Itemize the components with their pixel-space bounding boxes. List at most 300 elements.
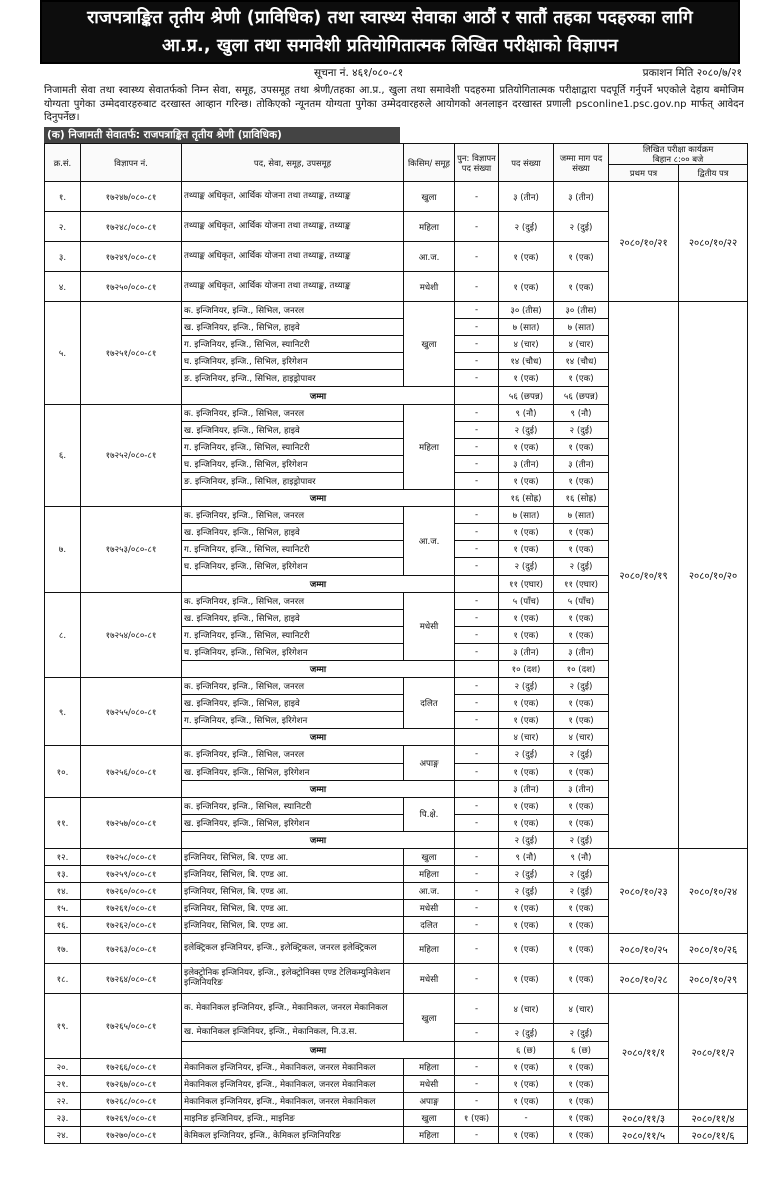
cell-post: ख. मेकानिकल इन्जिनियर, इन्जि., मेकानिकल, नि.उ.स. [182, 1024, 404, 1041]
cell-count: ३० (तीस) [499, 302, 554, 319]
total-count: ४ (चार) [499, 729, 554, 746]
cell-sn: ११. [45, 797, 81, 848]
cell-reserved: - [455, 319, 499, 336]
cell-post: घ. इन्जिनियर, इन्जि., सिभिल, इरिगेशन [182, 353, 404, 370]
table-row [45, 934, 748, 964]
cell-total: २ (दुई) [554, 421, 609, 438]
cell-reserved: - [455, 1127, 499, 1144]
cell-exam-paper1: २०८०/११/१ [609, 994, 679, 1109]
header-paper1: प्रथम पत्र [609, 165, 679, 182]
cell-post: ख. इन्जिनियर, इन्जि., सिभिल, हाइवे [182, 609, 404, 626]
cell-reserved: - [455, 746, 499, 763]
cell-ad-no: १७२५४/०८०-८१ [81, 592, 182, 677]
banner-title-line2: आ.प्र., खुला तथा समावेशी प्रतियोगितात्मक लिखित परीक्षाको विज्ञापन [161, 36, 619, 56]
cell-ad-no: १७२६८/०८०-८१ [81, 1092, 182, 1109]
cell-reserved: - [455, 404, 499, 421]
cell-post: इन्जिनियर, सिभिल, बि. एण्ड आ. [182, 849, 404, 866]
cell-total: १ (एक) [554, 541, 609, 558]
cell-ad-no: १७२५८/०८०-८१ [81, 849, 182, 866]
cell-ad-no: १७२५२/०८०-८१ [81, 404, 182, 507]
total-spacer [455, 831, 499, 848]
cell-total: ९ (नौ) [554, 849, 609, 866]
cell-reserved: - [455, 302, 499, 319]
total-count: १० (दश) [499, 660, 554, 677]
cell-post: घ. इन्जिनियर, इन्जि., सिभिल, इरिगेशन [182, 455, 404, 472]
cell-post: माइनिङ इन्जिनियर, इन्जि., माइनिङ [182, 1109, 404, 1126]
cell-type: मधेसी [404, 592, 455, 660]
cell-sn: २. [45, 212, 81, 242]
cell-total: ४ (चार) [554, 994, 609, 1024]
total-total: ११ (एघार) [554, 575, 609, 592]
cell-reserved: - [455, 524, 499, 541]
cell-post: मेकानिकल इन्जिनियर, इन्जि., मेकानिकल, जनरल मेकानिकल [182, 1075, 404, 1092]
cell-total: २ (दुई) [554, 746, 609, 763]
cell-count: १ (एक) [499, 626, 554, 643]
total-label: जम्मा [182, 490, 455, 507]
cell-sn: २४. [45, 1127, 81, 1144]
cell-total: २ (दुई) [554, 212, 609, 242]
cell-type: महिला [404, 212, 455, 242]
cell-type: खुला [404, 994, 455, 1041]
total-count: २ (दुई) [499, 831, 554, 848]
cell-count: १ (एक) [499, 1127, 554, 1144]
cell-count: १ (एक) [499, 524, 554, 541]
total-total: २ (दुई) [554, 831, 609, 848]
total-spacer [455, 575, 499, 592]
cell-post: क. इन्जिनियर, इन्जि., सिभिल, जनरल [182, 507, 404, 524]
cell-post: ग. इन्जिनियर, इन्जि., सिभिल, स्यानिटरी [182, 626, 404, 643]
cell-ad-no: १७२४८/०८०-८१ [81, 212, 182, 242]
cell-sn: २१. [45, 1075, 81, 1092]
notice-banner [40, 0, 740, 64]
cell-sn: १०. [45, 746, 81, 797]
cell-exam-paper2: २०८०/१०/२६ [679, 934, 748, 964]
cell-post: क. इन्जिनियर, इन्जि., सिभिल, जनरल [182, 302, 404, 319]
total-count: ३ (तीन) [499, 780, 554, 797]
cell-count: २ (दुई) [499, 678, 554, 695]
cell-reserved: - [455, 541, 499, 558]
cell-total: २ (दुई) [554, 883, 609, 900]
cell-sn: ४. [45, 272, 81, 302]
cell-sn: १४. [45, 883, 81, 900]
cell-reserved: - [455, 883, 499, 900]
cell-reserved: - [455, 438, 499, 455]
cell-reserved: - [455, 626, 499, 643]
cell-post: केमिकल इन्जिनियर, इन्जि., केमिकल इन्जिनियरिङ [182, 1127, 404, 1144]
cell-total: २ (दुई) [554, 866, 609, 883]
total-spacer [455, 660, 499, 677]
total-count: १६ (सोह्र) [499, 490, 554, 507]
cell-reserved: - [455, 712, 499, 729]
cell-type: खुला [404, 302, 455, 387]
table-row [45, 964, 748, 994]
cell-total: १ (एक) [554, 1075, 609, 1092]
cell-type: मधेशी [404, 272, 455, 302]
cell-type: महिला [404, 934, 455, 964]
total-spacer [455, 729, 499, 746]
cell-total: १ (एक) [554, 814, 609, 831]
cell-total: १ (एक) [554, 1127, 609, 1144]
section-heading: (क) निजामती सेवातर्फ: राजपत्राङ्कित तृतीय श्रेणी (प्राविधिक) [44, 127, 400, 143]
total-label: जम्मा [182, 780, 455, 797]
cell-type: अपाङ्ग [404, 746, 455, 780]
cell-post: क. मेकानिकल इन्जिनियर, इन्जि., मेकानिकल, जनरल मेकानिकल [182, 994, 404, 1024]
table-row [45, 849, 748, 866]
cell-ad-no: १७२६०/०८०-८१ [81, 883, 182, 900]
cell-type: आ.ज. [404, 507, 455, 575]
cell-count: १४ (चौध) [499, 353, 554, 370]
cell-total: १ (एक) [554, 609, 609, 626]
cell-reserved: - [455, 1024, 499, 1041]
cell-exam-paper1: २०८०/१०/१९ [609, 302, 679, 849]
cell-count: १ (एक) [499, 1075, 554, 1092]
cell-total: १ (एक) [554, 900, 609, 917]
cell-reserved: - [455, 421, 499, 438]
cell-sn: १५. [45, 900, 81, 917]
table-row [45, 182, 748, 212]
cell-count: १ (एक) [499, 472, 554, 489]
cell-exam-paper1: २०८०/१०/२८ [609, 964, 679, 994]
cell-reserved: - [455, 592, 499, 609]
cell-total: २ (दुई) [554, 1024, 609, 1041]
cell-type: खुला [404, 182, 455, 212]
cell-reserved: - [455, 182, 499, 212]
cell-reserved: - [455, 1075, 499, 1092]
cell-total: ५ (पाँच) [554, 592, 609, 609]
table-header-row [45, 144, 748, 165]
cell-post: इन्जिनियर, सिभिल, बि. एण्ड आ. [182, 883, 404, 900]
cell-type: महिला [404, 1058, 455, 1075]
cell-reserved: - [455, 353, 499, 370]
header-total: जम्मा माग पद संख्या [554, 144, 609, 182]
cell-post: ख. इन्जिनियर, इन्जि., सिभिल, हाइवे [182, 319, 404, 336]
cell-post: इन्जिनियर, सिभिल, बि. एण्ड आ. [182, 917, 404, 934]
cell-count: १ (एक) [499, 1092, 554, 1109]
total-label: जम्मा [182, 729, 455, 746]
total-label: जम्मा [182, 660, 455, 677]
cell-sn: १. [45, 182, 81, 212]
cell-count: १ (एक) [499, 272, 554, 302]
total-spacer [455, 387, 499, 404]
cell-count: १ (एक) [499, 797, 554, 814]
cell-total: ७ (सात) [554, 319, 609, 336]
cell-exam-paper1: २०८०/११/३ [609, 1109, 679, 1126]
cell-count: १ (एक) [499, 763, 554, 780]
cell-post: ग. इन्जिनियर, इन्जि., सिभिल, स्यानिटरी [182, 336, 404, 353]
cell-total: १ (एक) [554, 370, 609, 387]
cell-exam-paper1: २०८०/१०/२५ [609, 934, 679, 964]
cell-reserved: - [455, 455, 499, 472]
cell-count: १ (एक) [499, 964, 554, 994]
cell-reserved: - [455, 609, 499, 626]
cell-total: १ (एक) [554, 1092, 609, 1109]
total-label: जम्मा [182, 1041, 455, 1058]
cell-post: क. इन्जिनियर, इन्जि., सिभिल, जनरल [182, 592, 404, 609]
cell-total: २ (दुई) [554, 678, 609, 695]
cell-sn: २०. [45, 1058, 81, 1075]
cell-exam-paper2: २०८०/११/२ [679, 994, 748, 1109]
cell-count: - [499, 1109, 554, 1126]
cell-ad-no: १७२६६/०८०-८१ [81, 1058, 182, 1075]
cell-post: ख. इन्जिनियर, इन्जि., सिभिल, इरिगेशन [182, 814, 404, 831]
header-exam-time: बिहान ८:०० बजे [652, 154, 704, 164]
total-total: १० (दश) [554, 660, 609, 677]
cell-count: १ (एक) [499, 814, 554, 831]
table-row [45, 1109, 748, 1126]
cell-post: ख. इन्जिनियर, इन्जि., सिभिल, इरिगेशन [182, 763, 404, 780]
cell-type: महिला [404, 404, 455, 489]
cell-type: पि.क्षे. [404, 797, 455, 831]
cell-exam-paper1: २०८०/१०/२३ [609, 849, 679, 934]
cell-post: तथ्याङ्क अधिकृत, आर्थिक योजना तथा तथ्याङ्क, तथ्याङ्क [182, 212, 404, 242]
cell-total: १४ (चौध) [554, 353, 609, 370]
cell-count: ७ (सात) [499, 507, 554, 524]
cell-count: १ (एक) [499, 370, 554, 387]
publish-date: प्रकाशन मिति २०८०/७/२१ [642, 67, 742, 79]
cell-ad-no: १७२६१/०८०-८१ [81, 900, 182, 917]
cell-ad-no: १७२५९/०८०-८१ [81, 866, 182, 883]
cell-count: ९ (नौ) [499, 849, 554, 866]
cell-type: महिला [404, 1127, 455, 1144]
cell-reserved: - [455, 866, 499, 883]
cell-reserved: - [455, 814, 499, 831]
cell-post: ग. इन्जिनियर, इन्जि., सिभिल, स्यानिटरी [182, 541, 404, 558]
cell-exam-paper2: २०८०/१०/२० [679, 302, 748, 849]
cell-reserved: - [455, 849, 499, 866]
cell-type: महिला [404, 866, 455, 883]
total-spacer [455, 490, 499, 507]
cell-count: ३ (तीन) [499, 643, 554, 660]
cell-type: आ.ज. [404, 242, 455, 272]
cell-type: खुला [404, 849, 455, 866]
cell-count: ३ (तीन) [499, 455, 554, 472]
cell-reserved: - [455, 763, 499, 780]
cell-total: ३ (तीन) [554, 182, 609, 212]
cell-post: क. इन्जिनियर, इन्जि., सिभिल, जनरल [182, 746, 404, 763]
total-total: ६ (छ) [554, 1041, 609, 1058]
total-label: जम्मा [182, 387, 455, 404]
cell-exam-paper1: २०८०/११/५ [609, 1127, 679, 1144]
total-total: ४ (चार) [554, 729, 609, 746]
cell-post: ङ. इन्जिनियर, इन्जि., सिभिल, हाइड्रोपावर [182, 370, 404, 387]
cell-type: दलित [404, 917, 455, 934]
cell-total: १ (एक) [554, 964, 609, 994]
cell-exam-paper2: २०८०/१०/२९ [679, 964, 748, 994]
cell-count: ३ (तीन) [499, 182, 554, 212]
cell-count: १ (एक) [499, 934, 554, 964]
cell-reserved: - [455, 678, 499, 695]
cell-sn: १२. [45, 849, 81, 866]
cell-exam-paper2: २०८०/११/४ [679, 1109, 748, 1126]
cell-reserved: - [455, 558, 499, 575]
cell-ad-no: १७२५३/०८०-८१ [81, 507, 182, 592]
cell-ad-no: १७२६५/०८०-८१ [81, 994, 182, 1058]
cell-total: १ (एक) [554, 438, 609, 455]
cell-exam-paper2: २०८०/१०/२२ [679, 182, 748, 302]
cell-total: ३ (तीन) [554, 643, 609, 660]
cell-post: ङ. इन्जिनियर, इन्जि., सिभिल, हाइड्रोपावर [182, 472, 404, 489]
cell-reserved: - [455, 900, 499, 917]
cell-sn: २३. [45, 1109, 81, 1126]
cell-post: क. इन्जिनियर, इन्जि., सिभिल, स्यानिटरी [182, 797, 404, 814]
header-post: पद, सेवा, समूह, उपसमूह [182, 144, 404, 182]
cell-post: ख. इन्जिनियर, इन्जि., सिभिल, हाइवे [182, 524, 404, 541]
cell-post: इलेक्ट्रिकल इन्जिनियर, इन्जि., इलेक्ट्रिकल, जनरल इलेक्ट्रिकल [182, 934, 404, 964]
table-row [45, 994, 748, 1024]
cell-exam-paper2: २०८०/१०/२४ [679, 849, 748, 934]
cell-total: ३० (तीस) [554, 302, 609, 319]
cell-total: ७ (सात) [554, 507, 609, 524]
cell-ad-no: १७२६७/०८०-८१ [81, 1075, 182, 1092]
cell-reserved: - [455, 994, 499, 1024]
cell-exam-paper1: २०८०/१०/२१ [609, 182, 679, 302]
cell-type: आ.ज. [404, 883, 455, 900]
header-exam-title: लिखित परीक्षा कार्यक्रम [642, 144, 714, 154]
cell-count: १ (एक) [499, 438, 554, 455]
cell-ad-no: १७२५१/०८०-८१ [81, 302, 182, 405]
cell-post: ख. इन्जिनियर, इन्जि., सिभिल, हाइवे [182, 421, 404, 438]
cell-sn: १७. [45, 934, 81, 964]
cell-total: १ (एक) [554, 695, 609, 712]
cell-total: १ (एक) [554, 472, 609, 489]
cell-count: २ (दुई) [499, 883, 554, 900]
cell-reserved: - [455, 797, 499, 814]
cell-reserved: - [455, 336, 499, 353]
cell-count: २ (दुई) [499, 866, 554, 883]
cell-total: १ (एक) [554, 524, 609, 541]
cell-total: १ (एक) [554, 242, 609, 272]
header-type: किसिम/ समूह [404, 144, 455, 182]
cell-total: ३ (तीन) [554, 455, 609, 472]
notice-info-row [44, 66, 744, 82]
cell-count: १ (एक) [499, 541, 554, 558]
cell-count: १ (एक) [499, 900, 554, 917]
cell-reserved: - [455, 695, 499, 712]
table-body [45, 182, 748, 1144]
intro-paragraph: निजामती सेवा तथा स्वास्थ्य सेवातर्फको निम्न सेवा, समूह, उपसमूह तथा श्रेणी/तहका आ.प्र., खुला तथा समावेशी पदहरुमा प्रतियोगितात्मक परीक्षाद्वारा पदपूर्ति गर्नुपर्ने भएकोले देहाय बमोजिम योग्यता पुगेका उम्मेदवारहरुबाट दरखास्त आव्हान गरिन्छ। तोकिएको न्यूनतम योग्यता पुगेका उम्मेदवारहरुले आयोगको अनलाइन दरखास्त प्रणाली psconline1.psc.gov.np मार्फत् आवेदन दिनुपर्नेछ। [44, 85, 744, 123]
notice-number: सूचना नं. ४६१/०८०-८१ [314, 67, 404, 79]
total-label: जम्मा [182, 575, 455, 592]
cell-ad-no: १७२५५/०८०-८१ [81, 678, 182, 746]
cell-count: १ (एक) [499, 242, 554, 272]
cell-ad-no: १७२७०/०८०-८१ [81, 1127, 182, 1144]
total-total: ३ (तीन) [554, 780, 609, 797]
cell-post: तथ्याङ्क अधिकृत, आर्थिक योजना तथा तथ्याङ्क, तथ्याङ्क [182, 272, 404, 302]
cell-reserved: - [455, 242, 499, 272]
table-row [45, 1127, 748, 1144]
header-sn: क्र.सं. [45, 144, 81, 182]
cell-sn: ६. [45, 404, 81, 507]
cell-total: १ (एक) [554, 272, 609, 302]
cell-type: मधेसी [404, 964, 455, 994]
cell-post: तथ्याङ्क अधिकृत, आर्थिक योजना तथा तथ्याङ्क, तथ्याङ्क [182, 242, 404, 272]
cell-post: ग. इन्जिनियर, इन्जि., सिभिल, इरिगेशन [182, 712, 404, 729]
cell-sn: २२. [45, 1092, 81, 1109]
cell-sn: ३. [45, 242, 81, 272]
total-count: ६ (छ) [499, 1041, 554, 1058]
cell-post: मेकानिकल इन्जिनियर, इन्जि., मेकानिकल, जनरल मेकानिकल [182, 1092, 404, 1109]
cell-count: १ (एक) [499, 917, 554, 934]
cell-exam-paper2: २०८०/११/६ [679, 1127, 748, 1144]
cell-post: इन्जिनियर, सिभिल, बि. एण्ड आ. [182, 866, 404, 883]
cell-sn: ८. [45, 592, 81, 677]
cell-total: २ (दुई) [554, 558, 609, 575]
cell-post: तथ्याङ्क अधिकृत, आर्थिक योजना तथा तथ्याङ्क, तथ्याङ्क [182, 182, 404, 212]
cell-reserved: - [455, 917, 499, 934]
cell-sn: १६. [45, 917, 81, 934]
header-reserved: पुन: विज्ञापन पद संख्या [455, 144, 499, 182]
cell-count: २ (दुई) [499, 558, 554, 575]
cell-count: ९ (नौ) [499, 404, 554, 421]
cell-count: ४ (चार) [499, 994, 554, 1024]
cell-reserved: - [455, 272, 499, 302]
table-row [45, 302, 748, 319]
cell-total: १ (एक) [554, 797, 609, 814]
cell-reserved: - [455, 472, 499, 489]
cell-post: ग. इन्जिनियर, इन्जि., सिभिल, स्यानिटरी [182, 438, 404, 455]
cell-count: २ (दुई) [499, 212, 554, 242]
cell-type: मधेसी [404, 1075, 455, 1092]
cell-sn: ९. [45, 678, 81, 746]
cell-post: क. इन्जिनियर, इन्जि., सिभिल, जनरल [182, 678, 404, 695]
cell-reserved: १ (एक) [455, 1109, 499, 1126]
cell-post: ख. इन्जिनियर, इन्जि., सिभिल, हाइवे [182, 695, 404, 712]
total-label: जम्मा [182, 831, 455, 848]
cell-type: अपाङ्ग [404, 1092, 455, 1109]
cell-count: २ (दुई) [499, 1024, 554, 1041]
cell-sn: ७. [45, 507, 81, 592]
cell-reserved: - [455, 370, 499, 387]
cell-total: १ (एक) [554, 934, 609, 964]
cell-count: ७ (सात) [499, 319, 554, 336]
cell-reserved: - [455, 1092, 499, 1109]
cell-sn: ५. [45, 302, 81, 405]
cell-total: ४ (चार) [554, 336, 609, 353]
cell-count: ४ (चार) [499, 336, 554, 353]
cell-post: घ. इन्जिनियर, इन्जि., सिभिल, इरिगेशन [182, 558, 404, 575]
cell-ad-no: १७२४९/०८०-८१ [81, 242, 182, 272]
cell-count: ५ (पाँच) [499, 592, 554, 609]
cell-reserved: - [455, 507, 499, 524]
cell-ad-no: १७२६२/०८०-८१ [81, 917, 182, 934]
cell-reserved: - [455, 1058, 499, 1075]
cell-type: मधेसी [404, 900, 455, 917]
cell-total: १ (एक) [554, 1058, 609, 1075]
cell-type: दलित [404, 678, 455, 729]
cell-total: १ (एक) [554, 712, 609, 729]
cell-post: इलेक्ट्रोनिक इन्जिनियर, इन्जि., इलेक्ट्रोनिक्स एण्ड टेलिकम्युनिकेशन इन्जिनियरिङ [182, 964, 404, 994]
cell-sn: १९. [45, 994, 81, 1058]
cell-ad-no: १७२६४/०८०-८१ [81, 964, 182, 994]
cell-reserved: - [455, 212, 499, 242]
cell-total: ९ (नौ) [554, 404, 609, 421]
cell-post: इन्जिनियर, सिभिल, बि. एण्ड आ. [182, 900, 404, 917]
header-paper2: द्वितीय पत्र [679, 165, 748, 182]
total-total: १६ (सोह्र) [554, 490, 609, 507]
cell-ad-no: १७२५७/०८०-८१ [81, 797, 182, 848]
total-count: ५६ (छपन्न) [499, 387, 554, 404]
cell-sn: १३. [45, 866, 81, 883]
cell-count: २ (दुई) [499, 421, 554, 438]
cell-total: १ (एक) [554, 763, 609, 780]
total-spacer [455, 1041, 499, 1058]
cell-count: १ (एक) [499, 1058, 554, 1075]
cell-ad-no: १७२६९/०८०-८१ [81, 1109, 182, 1126]
cell-count: २ (दुई) [499, 746, 554, 763]
cell-post: मेकानिकल इन्जिनियर, इन्जि., मेकानिकल, जनरल मेकानिकल [182, 1058, 404, 1075]
header-exam-program [609, 144, 748, 165]
cell-type: खुला [404, 1109, 455, 1126]
